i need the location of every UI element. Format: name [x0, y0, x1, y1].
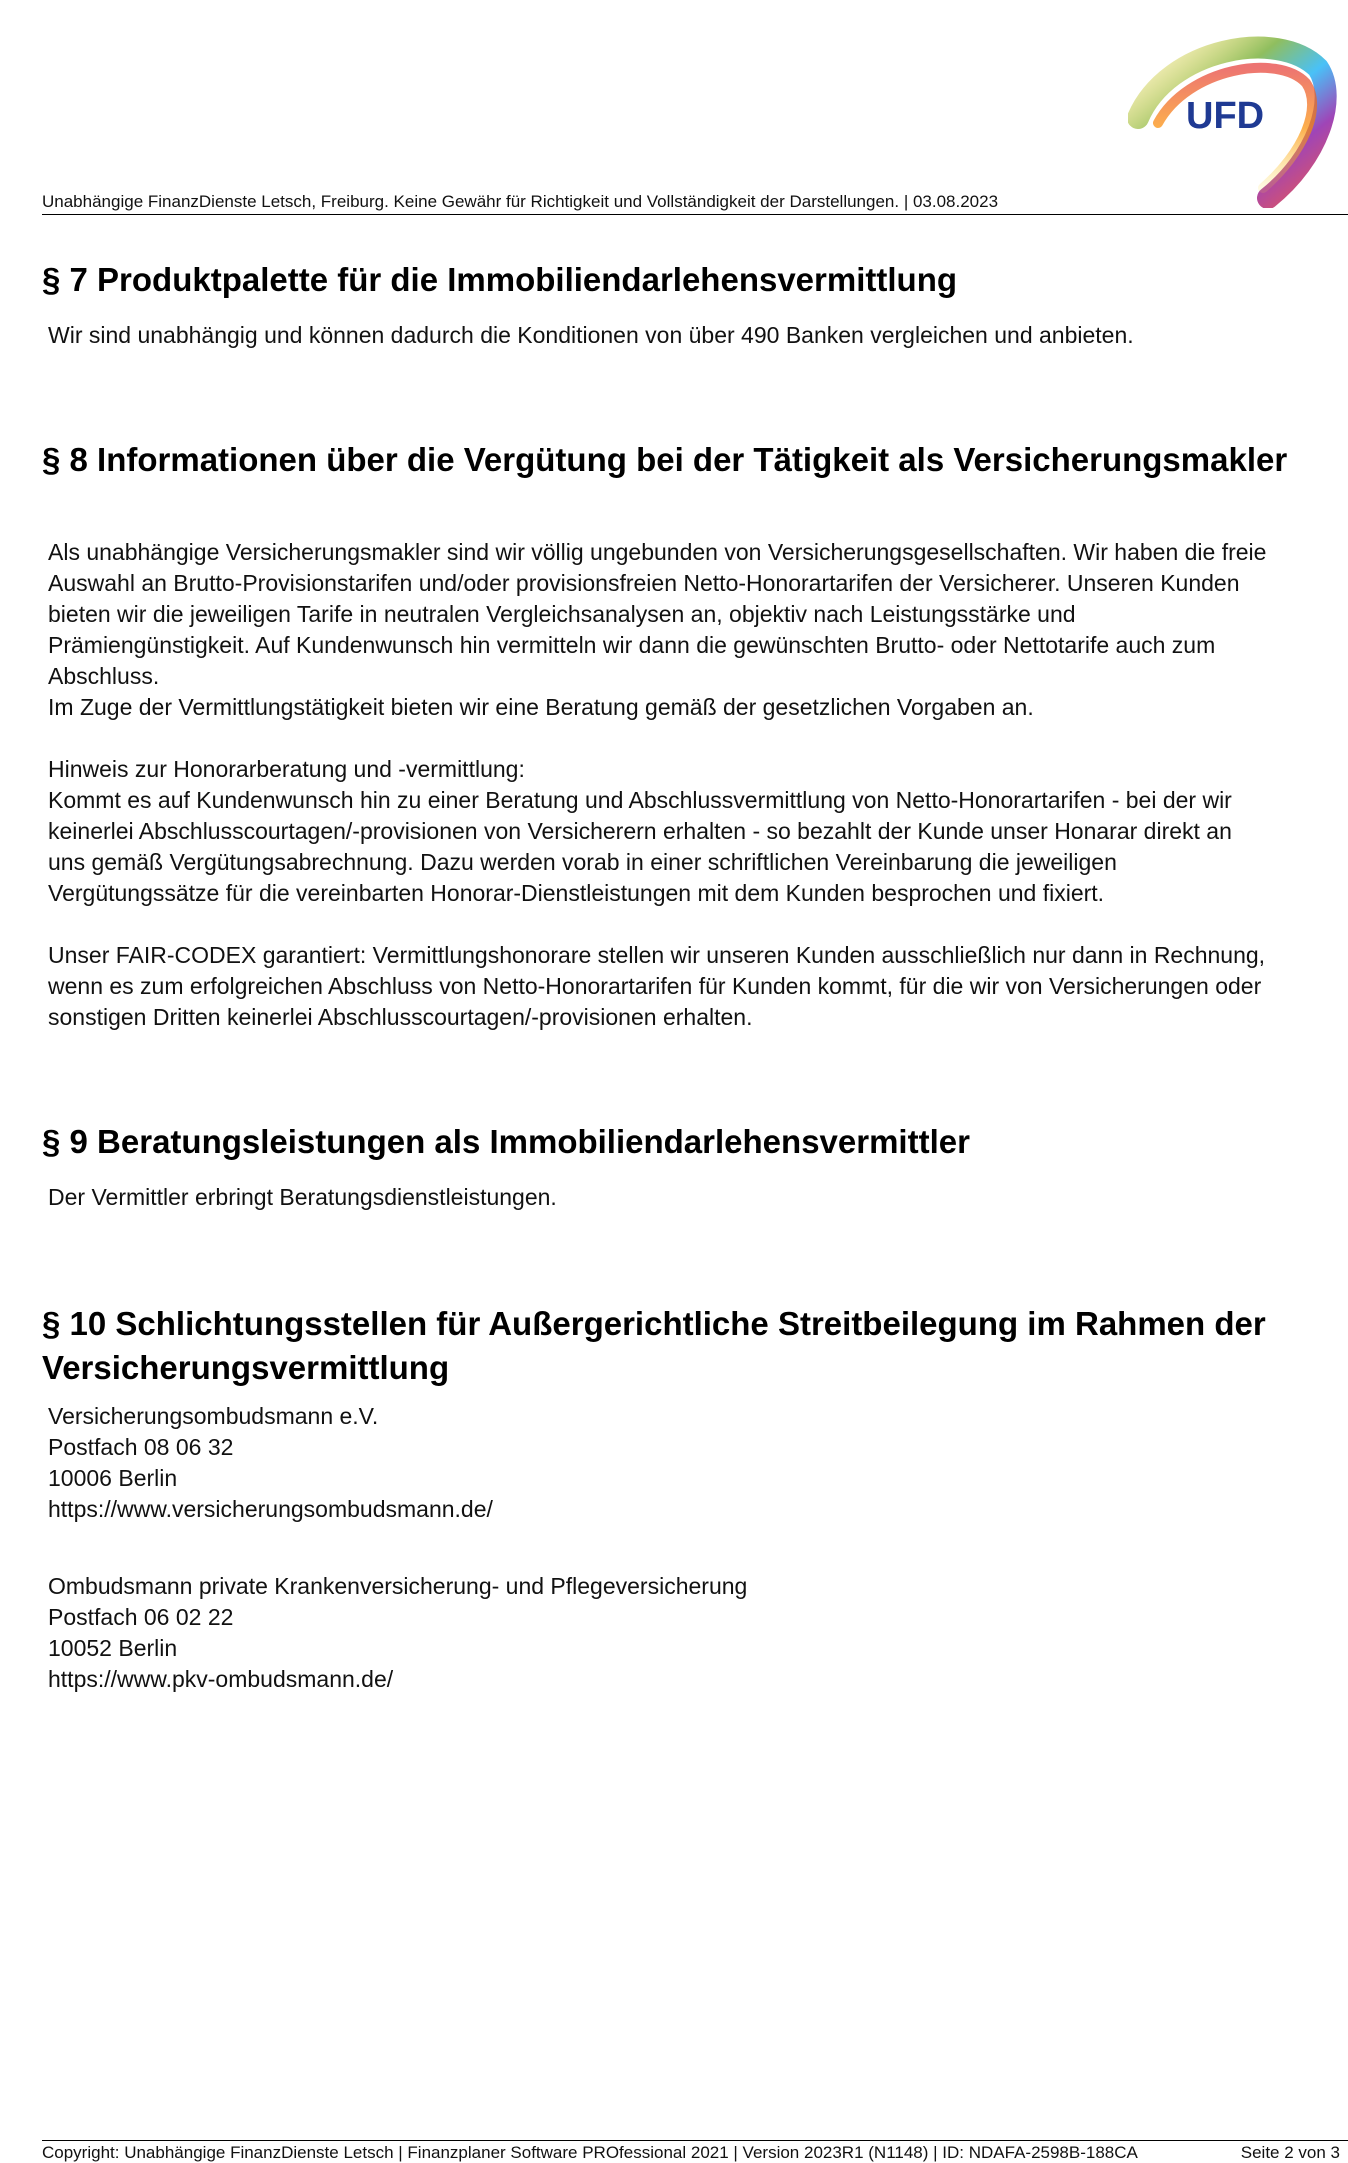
section-10-title-line-2: Versicherungsvermittlung — [42, 1349, 450, 1386]
section-7-title: § 7 Produktpalette für die Immobiliendarlehensvermittlung — [42, 261, 958, 298]
section-8-title: § 8 Informationen über die Vergütung bei der Tätigkeit als Versicherungsmakler — [42, 441, 1288, 478]
footer-divider — [42, 2140, 1348, 2141]
section-9-title: § 9 Beratungsleistungen als Immobiliendarlehensvermittler — [42, 1123, 970, 1160]
header-divider — [42, 214, 1348, 215]
address-url-link[interactable]: https://www.pkv-ombudsmann.de/ — [48, 1666, 394, 1692]
address-url-link[interactable]: https://www.versicherungsombudsmann.de/ — [48, 1496, 493, 1522]
footer-copyright: Copyright: Unabhängige FinanzDienste Letsch | Finanzplaner Software PROfessional 2021 | Version 2023R1 (N1148) | ID: NDAFA-2598B-188CA — [42, 2143, 1138, 2162]
address-city: 10006 Berlin — [48, 1465, 178, 1491]
logo-text: UFD — [1186, 95, 1265, 137]
section-9-paragraph: Der Vermittler erbringt Beratungsdienstleistungen. — [48, 1184, 557, 1210]
rainbow-logo-icon — [1128, 28, 1340, 208]
address-postbox: Postfach 06 02 22 — [48, 1604, 234, 1630]
section-8-paragraph-2: Hinweis zur Honorarberatung und -vermittlung: Kommt es auf Kundenwunsch hin zu einer Beratung und Abschlussvermittlung von Netto-Honorartarifen - bei der wir keinerlei Abschlusscourtagen/-provisionen von Versicherern erhalten - so bezahlt der Kunde unser Honarar direkt an uns gemäß Vergütungsabrechnung. Dazu werden vorab in einer schriftlichen Vereinbarung die jeweiligen Vergütungssätze für die vereinbarten Honorar-Dienstleistungen mit dem Kunden besprochen und fixiert. — [48, 756, 1232, 906]
section-8-text — [48, 537, 1338, 1033]
section-9-text — [48, 1182, 1338, 1213]
section-8-paragraph-1: Als unabhängige Versicherungsmakler sind wir völlig ungebunden von Versicherungsgesellschaften. Wir haben die freie Auswahl an Brutto-Provisionstarifen und/oder provisionsfreien Netto-Honorartarifen der Versicherer. Unseren Kunden bieten wir die jeweiligen Tarife in neutralen Vergleichsanalysen an, objektiv nach Leistungsstärke und Prämiengünstigkeit. Auf Kundenwunsch hin vermitteln wir dann die gewünschten Brutto- oder Nettotarife auch zum Abschluss. Im Zuge der Vermittlungstätigkeit bieten wir eine Beratung gemäß der gesetzlichen Vorgaben an. — [48, 539, 1267, 720]
address-name: Versicherungsombudsmann e.V. — [48, 1403, 379, 1429]
footer-page-number: Seite 2 von 3 — [1240, 2143, 1340, 2162]
address-name: Ombudsmann private Krankenversicherung- und Pflegeversicherung — [48, 1573, 748, 1599]
section-10-title — [42, 1302, 1266, 1390]
header-disclaimer: Unabhängige FinanzDienste Letsch, Freiburg. Keine Gewähr für Richtigkeit und Vollständigkeit der Darstellungen. | 03.08.2023 — [42, 192, 999, 211]
section-7-paragraph: Wir sind unabhängig und können dadurch die Konditionen von über 490 Banken vergleichen und anbieten. — [48, 322, 1134, 348]
address-city: 10052 Berlin — [48, 1635, 178, 1661]
section-7-text — [48, 320, 1338, 351]
section-10-addresses — [48, 1401, 1338, 1695]
section-10-title-line-1: § 10 Schlichtungsstellen für Außergerichtliche Streitbeilegung im Rahmen der — [42, 1305, 1266, 1342]
ufd-logo — [1128, 28, 1340, 208]
address-block-versicherungsombudsmann — [48, 1401, 1338, 1525]
section-8-paragraph-3: Unser FAIR-CODEX garantiert: Vermittlungshonorare stellen wir unseren Kunden ausschließlich nur dann in Rechnung, wenn es zum erfolgreichen Abschluss von Netto-Honorartarifen für Kunden kommt, für die wir von Versicherungen oder sonstigen Dritten keinerlei Abschlusscourtagen/-provisionen erhalten. — [48, 942, 1266, 1030]
address-postbox: Postfach 08 06 32 — [48, 1434, 234, 1460]
address-block-pkv-ombudsmann — [48, 1571, 1338, 1695]
